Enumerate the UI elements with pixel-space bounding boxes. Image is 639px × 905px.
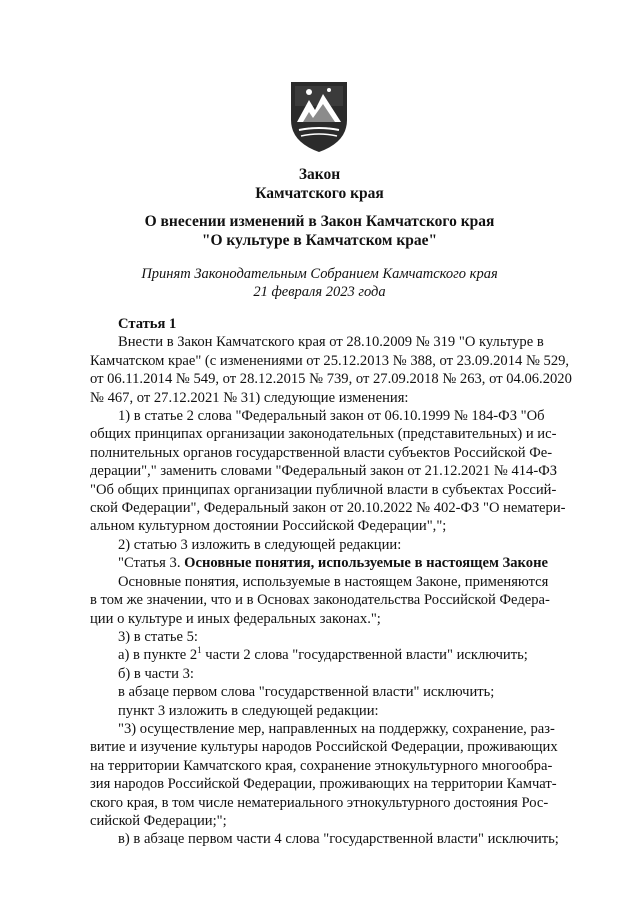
item-a-after: части 2 слова "государственной власти" исключить; — [201, 647, 528, 664]
body-line: на территории Камчатского края, сохранение этнокультурного многообра- — [90, 757, 553, 774]
article-3-heading-line — [90, 554, 568, 572]
body-line: дерации"," заменить словами "Федеральный закон от 21.12.2021 № 414-ФЗ — [90, 463, 558, 480]
body-line: сийской Федерации;"; — [90, 812, 227, 829]
article-heading: Статья 1 — [118, 316, 177, 332]
body-line: витие и изучение культуры народов Российской Федерации, проживающих — [90, 739, 558, 756]
body-line: б) в части 3: — [118, 665, 194, 682]
body-line: № 467, от 27.12.2021 № 31) следующие изменения: — [90, 389, 409, 406]
body-line: зия народов Российской Федерации, проживающих на территории Камчат- — [90, 776, 557, 793]
body-line: общих принципах организации законодательных (представительных) и ис- — [90, 426, 557, 443]
body-line: в) в абзаце первом части 4 слова "государственной власти" исключить; — [118, 831, 559, 848]
body-line: Основные понятия, используемые в настоящем Законе, применяются — [118, 573, 549, 590]
body-line: Камчатском крае" (с изменениями от 25.12.2013 № 388, от 23.09.2014 № 529, — [90, 352, 570, 369]
body-line: полнительных органов государственной власти субъектов Российской Фе- — [90, 444, 553, 461]
item-a-line — [90, 646, 568, 664]
item-a-before: а) в пункте 2 — [118, 647, 198, 664]
body-line: 3) в статье 5: — [118, 628, 198, 645]
adoption-line-1: Принят Законодательным Собранием Камчатского края — [141, 266, 498, 282]
body-line: в абзаце первом слова "государственной власти" исключить; — [118, 684, 495, 701]
document-title-line-2: "О культуре в Камчатском крае" — [201, 232, 438, 249]
document-type: Закон — [298, 166, 341, 183]
body-line: "3) осуществление мер, направленных на поддержку, сохранение, раз- — [118, 720, 555, 737]
article-3-prefix: "Статья 3. — [118, 555, 185, 572]
body-line: пункт 3 изложить в следующей редакции: — [118, 702, 379, 719]
body-line: ской Федерации", Федеральный закон от 20.10.2022 № 402-ФЗ "О нематери- — [90, 500, 566, 517]
body-line: 1) в статье 2 слова "Федеральный закон от 06.10.1999 № 184-ФЗ "Об — [118, 408, 545, 425]
body-line: альном культурном достоянии Российской Федерации","; — [90, 518, 447, 535]
document-title-line-1: О внесении изменений в Закон Камчатского края — [144, 213, 495, 230]
body-line: "Об общих принципах организации публичной власти в субъектах Россий- — [90, 481, 557, 498]
body-line: 2) статью 3 изложить в следующей редакции: — [118, 536, 402, 553]
body-line: ского края, в том числе нематериального этнокультурного достояния Рос- — [90, 794, 549, 811]
item-a-superscript: 1 — [197, 645, 202, 656]
body-line: ции о культуре и иных федеральных законах."; — [90, 610, 381, 627]
adoption-date: 21 февраля 2023 года — [253, 284, 386, 300]
body-line: в том же значении, что и в Основах законодательства Российской Федера- — [90, 592, 550, 609]
body-line: от 06.11.2014 № 549, от 28.12.2015 № 739, от 27.09.2018 № 263, от 04.06.2020 — [90, 371, 572, 388]
article-3-title: Основные понятия, используемые в настоящем Законе — [184, 555, 548, 572]
kamchatka-emblem-icon — [287, 76, 351, 154]
body-line: Внести в Закон Камчатского края от 28.10.2009 № 319 "О культуре в — [118, 334, 544, 351]
document-region: Камчатского края — [255, 185, 384, 202]
document-body — [90, 315, 572, 849]
